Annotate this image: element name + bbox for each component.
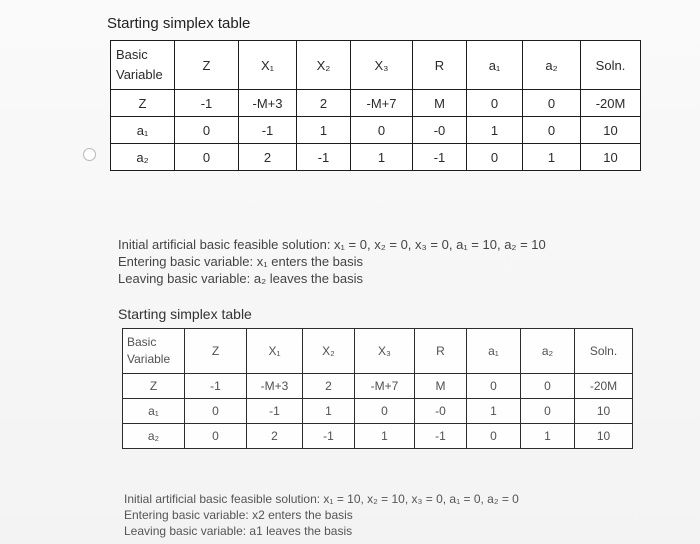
table1-caption: Starting simplex table [107, 15, 251, 32]
table-cell: 1 [523, 144, 581, 171]
table1-notes [118, 236, 546, 287]
table-cell: 0 [351, 117, 413, 144]
table2-entering-variable: Entering basic variable: x2 enters the basis [124, 508, 353, 522]
table1-header-soln: Soln. [581, 41, 641, 90]
table-cell: 1 [297, 117, 351, 144]
table-cell: 0 [185, 424, 247, 449]
table-cell: 10 [575, 399, 633, 424]
table-cell: -1 [303, 424, 355, 449]
table-cell: 10 [581, 117, 641, 144]
table1-header-r: R [413, 41, 467, 90]
table-cell: Z [123, 374, 185, 399]
table1-header-basic-line1: Basic [116, 47, 148, 62]
table-cell: -20M [575, 374, 633, 399]
table-cell: 0 [467, 374, 521, 399]
table-cell: -M+7 [355, 374, 415, 399]
table1-header-x3: X₃ [351, 41, 413, 90]
table1-header-basic-variable [111, 41, 175, 90]
table2-header-z: Z [185, 329, 247, 374]
table-cell: -1 [415, 424, 467, 449]
table1-initial-solution: Initial artificial basic feasible solution: x₁ = 0, x₂ = 0, x₃ = 0, a₁ = 10, a₂ = 10 [118, 237, 546, 252]
table-cell: 0 [175, 144, 239, 171]
table-cell: 0 [521, 374, 575, 399]
table-cell: 2 [297, 90, 351, 117]
table-cell: 2 [239, 144, 297, 171]
table-cell: -1 [185, 374, 247, 399]
table-cell: -20M [581, 90, 641, 117]
table-cell: 1 [521, 424, 575, 449]
table-cell: a₂ [123, 424, 185, 449]
table-cell: -1 [239, 117, 297, 144]
table-cell: 2 [303, 374, 355, 399]
table2-header-x3: X₃ [355, 329, 415, 374]
table2-row-a1 [123, 399, 633, 424]
table-cell: 1 [351, 144, 413, 171]
table2-row-a2 [123, 424, 633, 449]
table2-header-x2: X₂ [303, 329, 355, 374]
table-cell: -1 [247, 399, 303, 424]
table-cell: 10 [575, 424, 633, 449]
table-cell: Z [111, 90, 175, 117]
table1-header-row [111, 41, 641, 90]
table-cell: -M+7 [351, 90, 413, 117]
simplex-table-2 [122, 328, 633, 449]
table-cell: 1 [467, 117, 523, 144]
table-cell: -M+3 [239, 90, 297, 117]
table2-header-row [123, 329, 633, 374]
table-cell: 0 [467, 90, 523, 117]
table2-header-basic-line2: Variable [127, 352, 171, 366]
table2-header-a2: a₂ [521, 329, 575, 374]
table1-entering-variable: Entering basic variable: x₁ enters the basis [118, 254, 364, 269]
table2-header-r: R [415, 329, 467, 374]
table1-row-a2 [111, 144, 641, 171]
table1-row-z [111, 90, 641, 117]
table-cell: 0 [467, 424, 521, 449]
table2-header-a1: a₁ [467, 329, 521, 374]
table2-caption: Starting simplex table [118, 306, 252, 322]
answer-radio-button[interactable] [83, 148, 96, 161]
table1-header-basic-line2: Variable [116, 67, 163, 82]
table1-header-z: Z [175, 41, 239, 90]
table-cell: -0 [415, 399, 467, 424]
table2-notes [124, 491, 519, 539]
table-cell: 1 [303, 399, 355, 424]
table-cell: a₂ [111, 144, 175, 171]
table-cell: 0 [521, 399, 575, 424]
simplex-table-1 [110, 40, 641, 171]
table-cell: -0 [413, 117, 467, 144]
table1-header-x2: X₂ [297, 41, 351, 90]
table-cell: 0 [467, 144, 523, 171]
table-cell: a₁ [123, 399, 185, 424]
table-cell: 1 [355, 424, 415, 449]
table-cell: 0 [185, 399, 247, 424]
table-cell: a₁ [111, 117, 175, 144]
table-cell: -1 [175, 90, 239, 117]
table-cell: -1 [297, 144, 351, 171]
table-cell: 0 [355, 399, 415, 424]
table-cell: -1 [413, 144, 467, 171]
table2-leaving-variable: Leaving basic variable: a1 leaves the basis [124, 524, 353, 538]
table2-header-basic-line1: Basic [127, 335, 157, 349]
table-cell: 0 [523, 90, 581, 117]
table2-header-x1: X₁ [247, 329, 303, 374]
table1-header-a2: a₂ [523, 41, 581, 90]
table2-header-soln: Soln. [575, 329, 633, 374]
table-cell: 1 [467, 399, 521, 424]
table-cell: M [413, 90, 467, 117]
table2-row-z [123, 374, 633, 399]
table-cell: 0 [523, 117, 581, 144]
table2-initial-solution: Initial artificial basic feasible solution: x₁ = 10, x₂ = 10, x₃ = 0, a₁ = 0, a₂ = 0 [124, 492, 519, 506]
table1-header-x1: X₁ [239, 41, 297, 90]
table-cell: 0 [175, 117, 239, 144]
table2-header-basic-variable [123, 329, 185, 374]
table-cell: M [415, 374, 467, 399]
table-cell: 10 [581, 144, 641, 171]
table1-header-a1: a₁ [467, 41, 523, 90]
table-cell: 2 [247, 424, 303, 449]
table1-leaving-variable: Leaving basic variable: a₂ leaves the basis [118, 271, 363, 286]
table1-row-a1 [111, 117, 641, 144]
table-cell: -M+3 [247, 374, 303, 399]
